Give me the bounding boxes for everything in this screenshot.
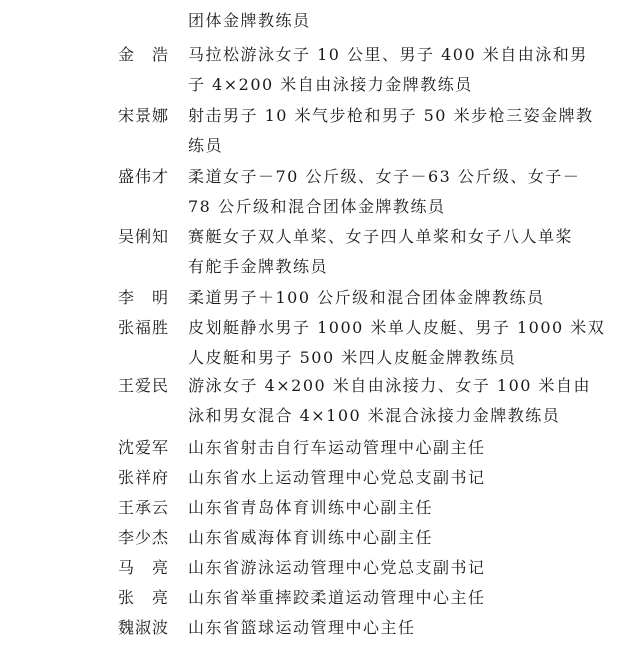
- entry-description: [188, 523, 568, 553]
- entry-description: [188, 553, 568, 583]
- person-name: 王承云: [118, 498, 170, 517]
- description-line: 练员: [188, 136, 224, 155]
- person-name: 李少杰: [118, 528, 170, 547]
- entry-description: [188, 283, 568, 313]
- description-line: 泳和男女混合 4×100 米混合泳接力金牌教练员: [188, 406, 561, 425]
- description-line: 山东省青岛体育训练中心副主任: [188, 498, 434, 517]
- entry-description: [188, 371, 592, 431]
- person-name: 张福胜: [118, 318, 170, 337]
- entry-description: [188, 313, 606, 373]
- entry-description: [188, 40, 588, 100]
- entry-description: [188, 101, 594, 161]
- description-line: 马拉松游泳女子 10 公里、男子 400 米自由泳和男: [188, 45, 588, 64]
- description-line: 山东省射击自行车运动管理中心副主任: [188, 438, 486, 457]
- person-name: 张 亮: [118, 588, 170, 607]
- description-line: 皮划艇静水男子 1000 米单人皮艇、男子 1000 米双: [188, 318, 606, 337]
- description-line: 射击男子 10 米气步枪和男子 50 米步枪三姿金牌教: [188, 106, 594, 125]
- entry-description: [188, 613, 568, 643]
- description-line: 山东省举重摔跤柔道运动管理中心主任: [188, 588, 486, 607]
- entry-description: [188, 493, 568, 523]
- description-line: 山东省水上运动管理中心党总支副书记: [188, 468, 486, 487]
- person-name: 盛伟才: [118, 167, 170, 186]
- description-line: 游泳女子 4×200 米自由泳接力、女子 100 米自由: [188, 376, 592, 395]
- description-line: 赛艇女子双人单桨、女子四人单桨和女子八人单桨: [188, 227, 574, 246]
- description-line: 山东省威海体育训练中心副主任: [188, 528, 434, 547]
- description-line: 人皮艇和男子 500 米四人皮艇金牌教练员: [188, 348, 517, 367]
- person-name: 吴俐知: [118, 227, 170, 246]
- entry-description: [188, 433, 568, 463]
- person-name: 张祥府: [118, 468, 170, 487]
- description-line: 山东省游泳运动管理中心党总支副书记: [188, 558, 486, 577]
- description-line: 柔道男子＋100 公斤级和混合团体金牌教练员: [188, 288, 545, 307]
- person-name: 马 亮: [118, 558, 170, 577]
- description-line: 柔道女子－70 公斤级、女子－63 公斤级、女子－: [188, 167, 581, 186]
- description-line: 78 公斤级和混合团体金牌教练员: [188, 197, 446, 216]
- person-name: 李 明: [118, 288, 170, 307]
- person-name: 宋景娜: [118, 106, 170, 125]
- description-line: 子 4×200 米自由泳接力金牌教练员: [188, 75, 473, 94]
- entry-description: [188, 6, 568, 36]
- person-name: 金 浩: [118, 45, 170, 64]
- entry-description: [188, 463, 568, 493]
- person-name: 魏淑波: [118, 618, 170, 637]
- description-line: 有舵手金牌教练员: [188, 257, 329, 276]
- person-name: 王爱民: [118, 376, 170, 395]
- description-line: 团体金牌教练员: [188, 11, 311, 30]
- entry-description: [188, 583, 568, 613]
- description-line: 山东省篮球运动管理中心主任: [188, 618, 416, 637]
- entry-description: [188, 162, 581, 222]
- entry-description: [188, 222, 574, 282]
- person-name: 沈爱军: [118, 438, 170, 457]
